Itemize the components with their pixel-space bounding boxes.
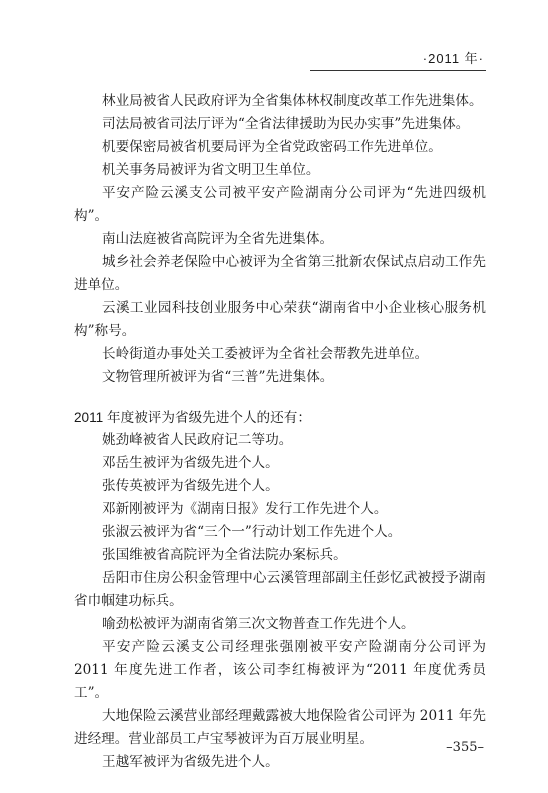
paragraph: 王越军被评为省级先进个人。: [102, 754, 279, 770]
paragraph: 大地保险云溪营业部经理戴露被大地保险省公司评为 2011 年先进经理。营业部员工卢宝琴被评为百万展业明星。: [74, 708, 486, 747]
page-number: –355–: [446, 740, 484, 755]
paragraph: 邓新刚被评为《湖南日报》发行工作先进个人。: [102, 501, 388, 517]
collective-awards-list: [74, 90, 486, 389]
page-content: [74, 90, 486, 774]
paragraph: 张国维被省高院评为全省法院办案标兵。: [102, 547, 347, 563]
section-title: 2011 年度被评为省级先进个人的还有：: [74, 410, 311, 425]
paragraph: 文物管理所被评为省“三普”先进集体。: [102, 369, 334, 385]
paragraph: 机关事务局被评为省文明卫生单位。: [102, 162, 320, 178]
paragraph: 平安产险云溪支公司被平安产险湖南分公司评为“先进四级机构”。: [74, 185, 486, 224]
paragraph: 林业局被省人民政府评为全省集体林权制度改革工作先进集体。: [102, 93, 483, 109]
paragraph: 张淑云被评为省“三个一”行动计划工作先进个人。: [102, 524, 402, 540]
paragraph: 南山法庭被省高院评为全省先进集体。: [102, 231, 334, 247]
paragraph: 张传英被评为省级先进个人。: [102, 478, 279, 494]
paragraph: 喻劲松被评为湖南省第三次文物普查工作先进个人。: [102, 616, 415, 632]
paragraph: 姚劲峰被省人民政府记二等功。: [102, 432, 293, 448]
paragraph: 云溪工业园科技创业服务中心荣获“湖南省中小企业核心服务机构”称号。: [74, 300, 486, 339]
individual-awards-list: [74, 429, 486, 774]
paragraph: 邓岳生被评为省级先进个人。: [102, 455, 279, 471]
paragraph: 岳阳市住房公积金管理中心云溪管理部副主任彭忆武被授予湖南省巾帼建功标兵。: [74, 570, 486, 609]
paragraph: 城乡社会养老保险中心被评为全省第三批新农保试点启动工作先进单位。: [74, 254, 486, 293]
header-rule: [310, 70, 486, 71]
paragraph: 长岭街道办事处关工委被评为全省社会帮教先进单位。: [102, 346, 429, 362]
paragraph: 机要保密局被省机要局评为全省党政密码工作先进单位。: [102, 139, 442, 155]
running-header: ·2011 年·: [422, 51, 484, 66]
paragraph: 平安产险云溪支公司经理张强刚被平安产险湖南分公司评为 2011 年度先进工作者，该公司李红梅被评为“2011 年度优秀员工”。: [74, 639, 486, 701]
paragraph: 司法局被省司法厅评为“全省法律援助为民办实事”先进集体。: [102, 116, 470, 132]
